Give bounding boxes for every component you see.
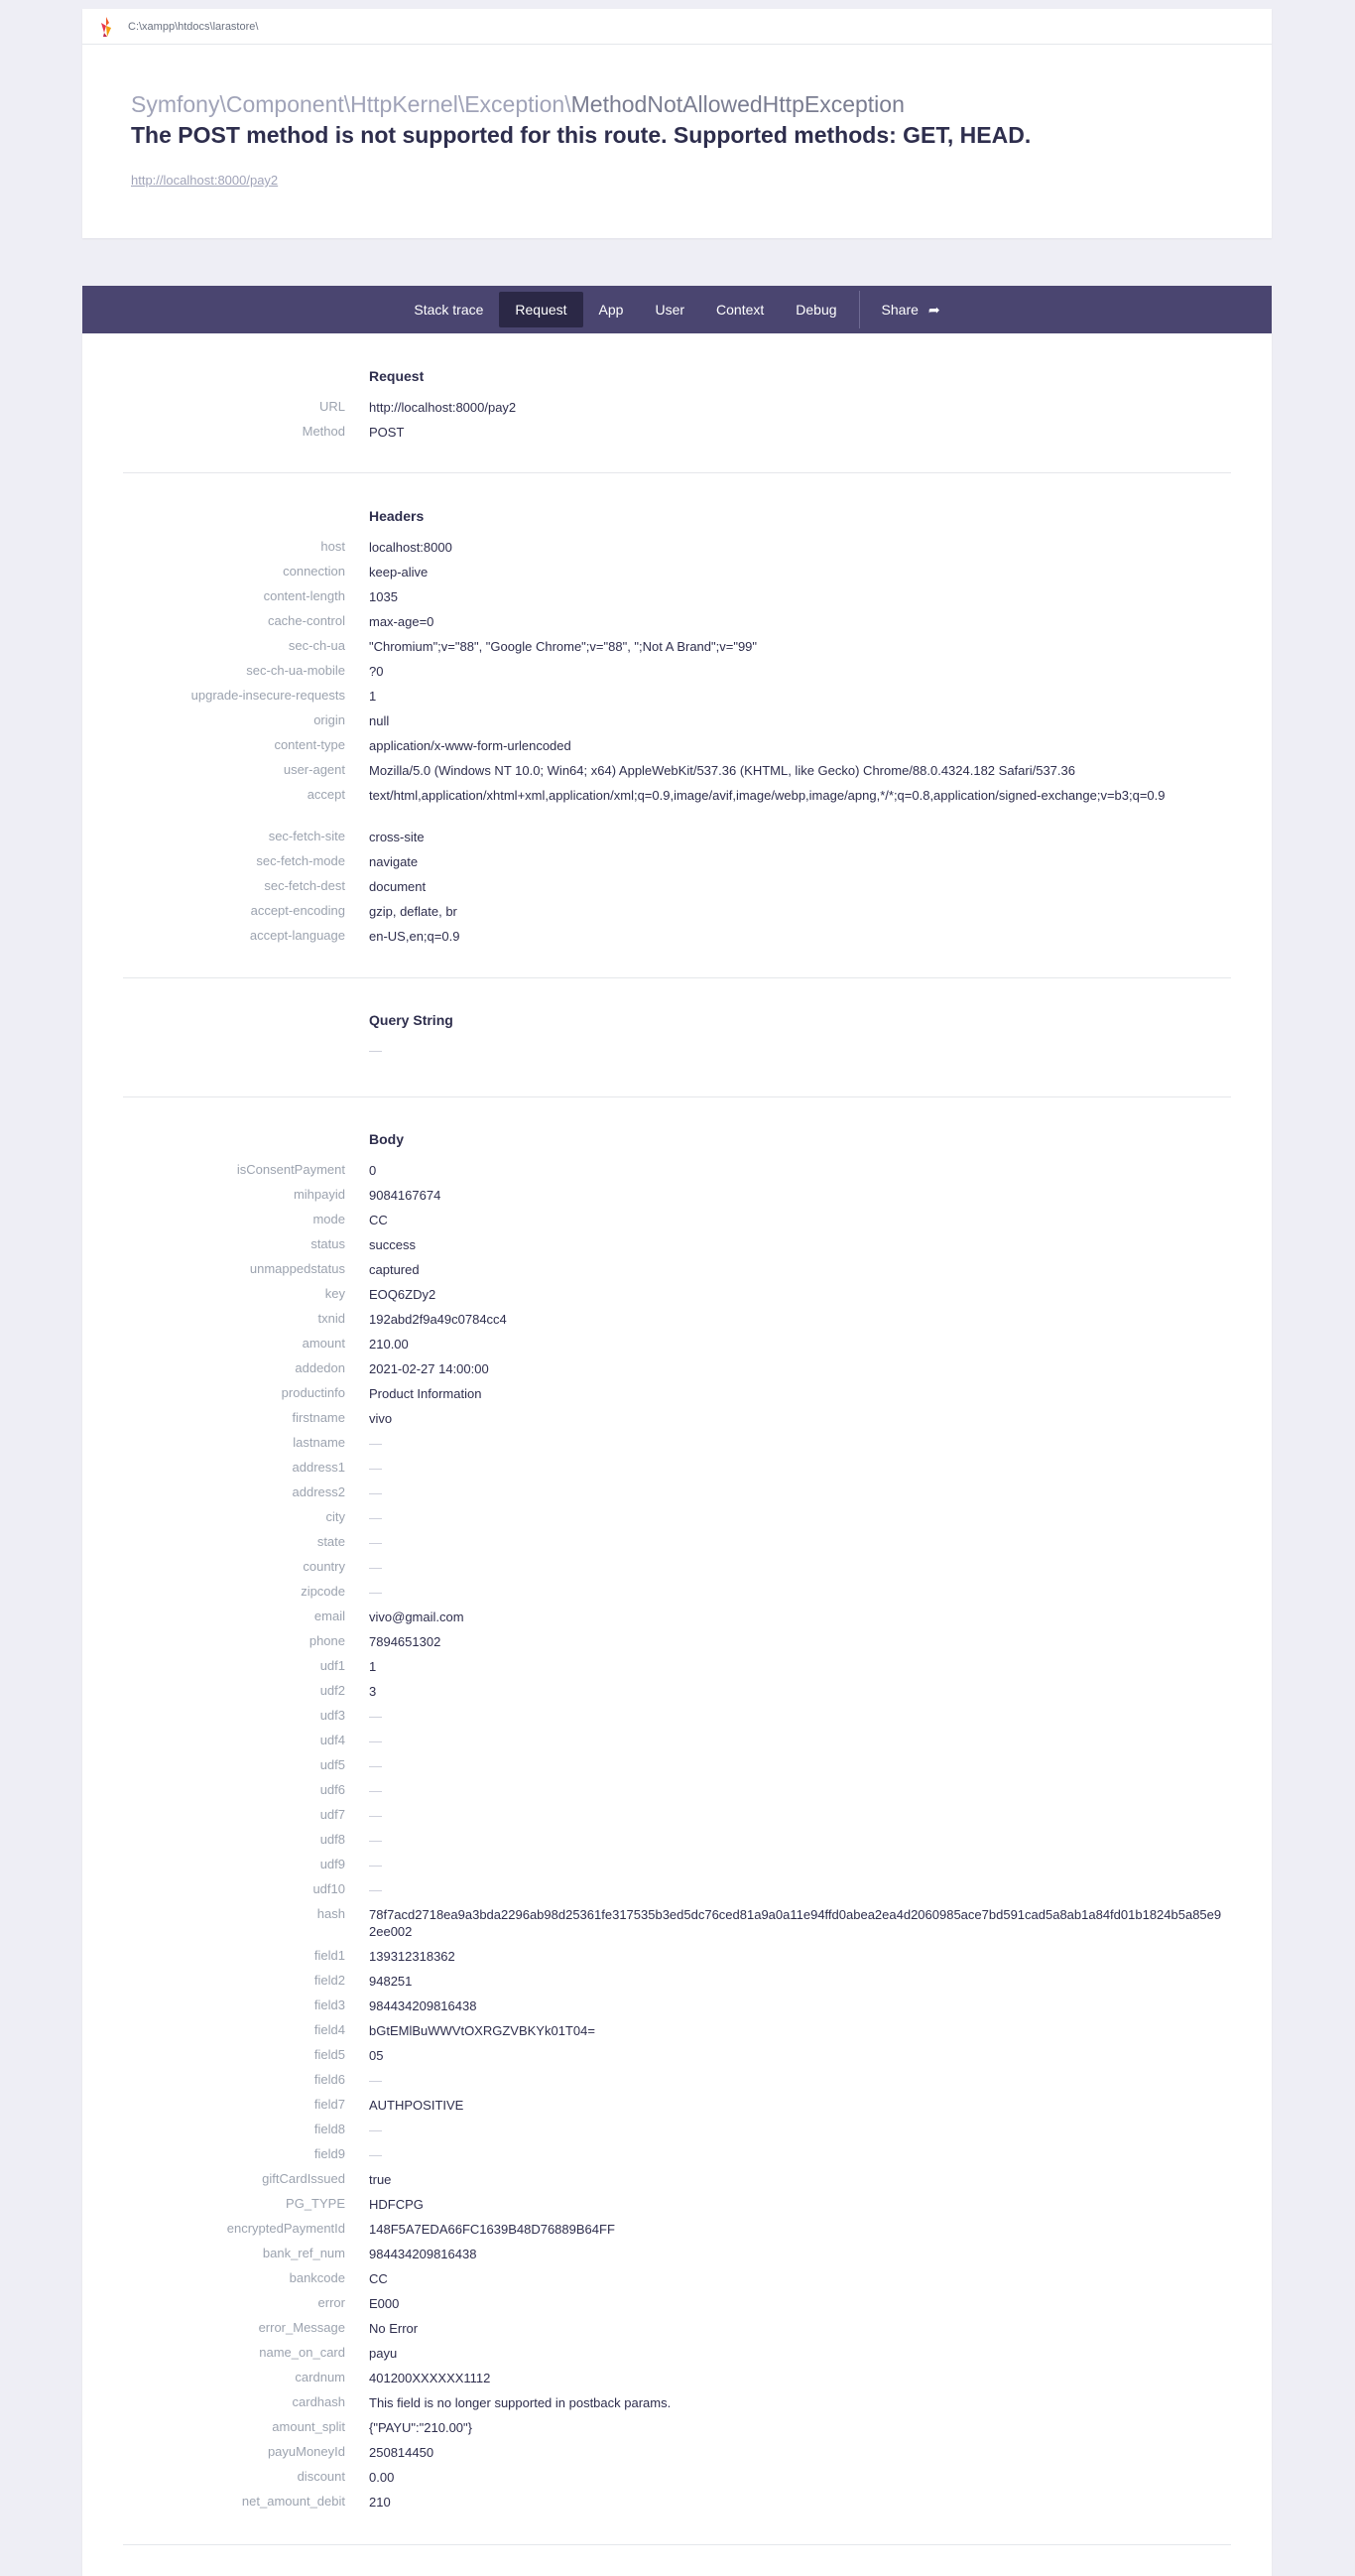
header-row [82,853,1272,878]
request-value: http://localhost:8000/pay2 [369,400,517,415]
body-key: state [316,1534,345,1549]
body-key: email [313,1609,345,1623]
body-value: E000 [369,2296,400,2311]
body-row [82,1973,1272,1997]
body-key: zipcode [301,1584,345,1599]
header-value: en-US,en;q=0.9 [369,929,460,944]
header-row [82,928,1272,953]
request-section-title: Request [369,368,425,384]
request-key: Method [302,424,345,439]
body-key: mode [312,1212,345,1226]
request-value: POST [369,425,405,440]
header-key: host [320,539,345,554]
body-key: udf8 [319,1832,345,1847]
header-row [82,762,1272,787]
body-row [82,1559,1272,1584]
body-row [82,1261,1272,1286]
body-key: lastname [293,1435,345,1450]
body-key: net_amount_debit [241,2494,345,2509]
body-key: udf4 [319,1733,345,1747]
header-row [82,688,1272,712]
header-row [82,663,1272,688]
body-row [82,2419,1272,2444]
header-key: content-length [263,588,345,603]
body-row [82,1360,1272,1385]
body-value: — [369,1535,382,1550]
body-row [82,1658,1272,1683]
exception-message: The POST method is not supported for this route. Supported methods: GET, HEAD. [131,122,1032,148]
body-value: — [369,1758,382,1773]
body-row [82,1832,1272,1857]
tab-debug[interactable]: Debug [796,302,837,318]
body-value: Product Information [369,1386,482,1401]
header-row [82,903,1272,928]
body-key: cardhash [292,2394,345,2409]
body-row [82,2097,1272,2122]
request-row [82,424,1272,449]
header-row [82,878,1272,903]
body-key: amount_split [272,2419,345,2434]
header-key: sec-ch-ua [288,638,345,653]
body-row [82,1460,1272,1484]
body-value: 139312318362 [369,1949,455,1964]
body-row [82,2246,1272,2270]
body-value: 0.00 [369,2470,395,2485]
body-value: captured [369,1262,420,1277]
body-key: udf10 [312,1881,345,1896]
file-path-bar [82,9,1272,45]
exception-card [82,9,1272,238]
body-key: field3 [313,1997,345,2012]
body-section-title: Body [369,1131,404,1147]
header-value: keep-alive [369,565,429,580]
header-value: navigate [369,854,419,869]
body-row [82,1286,1272,1311]
body-value: 0 [369,1163,377,1178]
tab-user[interactable]: User [655,302,685,318]
body-value: — [369,1858,382,1872]
body-value: 148F5A7EDA66FC1639B48D76889B64FF [369,2222,615,2237]
header-row [82,638,1272,663]
body-key: udf1 [319,1658,345,1673]
body-row [82,1881,1272,1906]
body-key: discount [297,2469,345,2484]
body-value: 984434209816438 [369,2247,477,2261]
body-key: bankcode [289,2270,345,2285]
body-value: — [369,2123,382,2137]
body-row [82,2444,1272,2469]
body-value: — [369,1436,382,1451]
body-value: — [369,2073,382,2088]
body-key: field2 [313,1973,345,1988]
request-row [82,399,1272,424]
body-key: payuMoneyId [267,2444,345,2459]
section-divider [123,472,1231,473]
query-section-title: Query String [369,1012,453,1028]
body-value: 05 [369,2048,384,2063]
header-value: cross-site [369,830,425,844]
request-key: URL [318,399,345,414]
query-empty: — [369,1043,382,1058]
body-row [82,1948,1272,1973]
body-value: — [369,1734,382,1748]
tab-stack-trace[interactable]: Stack trace [414,302,484,318]
request-url-link[interactable]: http://localhost:8000/pay2 [131,173,279,188]
body-key: field8 [313,2122,345,2136]
header-key: accept-language [249,928,345,943]
body-value: — [369,1783,382,1798]
body-key: name_on_card [259,2345,345,2360]
share-button[interactable] [866,292,956,327]
body-key: key [324,1286,345,1301]
body-key: firstname [292,1410,345,1425]
body-value: 210.00 [369,1337,409,1352]
body-row [82,1609,1272,1633]
body-row [82,2122,1272,2146]
section-divider [123,977,1231,978]
body-key: cardnum [295,2370,345,2384]
body-key: field5 [313,2047,345,2062]
body-row [82,2469,1272,2494]
body-value: HDFCPG [369,2197,424,2212]
body-key: txnid [317,1311,345,1326]
body-key: PG_TYPE [286,2196,345,2211]
body-row [82,1683,1272,1708]
body-value: CC [369,1213,388,1227]
body-row [82,1782,1272,1807]
header-key: sec-fetch-dest [264,878,345,893]
body-row [82,2072,1272,2097]
header-value: document [369,879,427,894]
header-row [82,712,1272,737]
section-divider [123,1096,1231,1097]
body-value: — [369,1882,382,1897]
body-key: field4 [313,2022,345,2037]
body-row [82,1584,1272,1609]
body-row [82,2370,1272,2394]
header-value: localhost:8000 [369,540,452,555]
body-value: 1 [369,1659,377,1674]
body-row [82,1435,1272,1460]
tab-bar [82,286,1272,333]
header-row [82,613,1272,638]
body-key: country [303,1559,345,1574]
share-icon: ➦ [927,301,940,318]
body-row [82,2394,1272,2419]
body-row [82,1410,1272,1435]
body-value: 9084167674 [369,1188,441,1203]
body-value: — [369,1560,382,1575]
body-row [82,1236,1272,1261]
header-row [82,829,1272,853]
body-value: payu [369,2346,398,2361]
tab-app[interactable]: App [598,302,624,318]
body-row [82,2047,1272,2072]
body-value: This field is no longer supported in postback params. [369,2395,672,2410]
body-key: status [310,1236,345,1251]
body-row [82,1509,1272,1534]
body-row [82,2171,1272,2196]
body-row [82,1857,1272,1881]
file-path: C:\xampp\htdocs\larastore\ [128,20,259,33]
body-value: 984434209816438 [369,1998,477,2013]
body-value: 401200XXXXXX1112 [369,2371,491,2385]
body-row [82,2320,1272,2345]
body-value: CC [369,2271,388,2286]
body-key: isConsentPayment [236,1162,345,1177]
body-value: — [369,1510,382,1525]
body-row [82,1187,1272,1212]
body-key: hash [316,1906,345,1921]
body-row [82,1757,1272,1782]
body-row [82,2146,1272,2171]
body-value: EOQ6ZDy2 [369,1287,436,1302]
body-row [82,2345,1272,2370]
body-row [82,1633,1272,1658]
body-key: giftCardIssued [262,2171,345,2186]
body-key: mihpayid [293,1187,345,1202]
exception-class-name: MethodNotAllowedHttpException [570,91,905,117]
header-row [82,539,1272,564]
header-value: 1 [369,689,377,704]
share-label: Share [881,302,919,318]
body-value: — [369,1709,382,1724]
header-key: sec-fetch-mode [256,853,345,868]
body-key: error [317,2295,345,2310]
body-key: addedon [295,1360,345,1375]
body-key: udf6 [319,1782,345,1797]
body-value: vivo@gmail.com [369,1610,464,1624]
header-key: upgrade-insecure-requests [190,688,345,703]
body-key: address1 [292,1460,345,1475]
body-row [82,1484,1272,1509]
header-value: text/html,application/xhtml+xml,application/xml;q=0.9,image/avif,image/webp,image/apng,*/*;q=0.8,application/signed-exchange;v=b3;q=0.9 [369,788,1166,803]
body-value: No Error [369,2321,419,2336]
header-row [82,787,1272,812]
body-key: encryptedPaymentId [226,2221,345,2236]
section-divider [123,2544,1231,2545]
body-value: — [369,1585,382,1600]
body-value: — [369,1833,382,1848]
header-key: origin [313,712,345,727]
body-row [82,1534,1272,1559]
header-key: connection [283,564,345,579]
body-key: amount [302,1336,345,1351]
header-key: accept [307,787,345,802]
body-key: udf5 [319,1757,345,1772]
body-value: — [369,1485,382,1500]
header-value: gzip, deflate, br [369,904,457,919]
body-key: address2 [292,1484,345,1499]
ignition-logo-icon [98,17,114,37]
body-value: vivo [369,1411,393,1426]
body-value: 250814450 [369,2445,434,2460]
body-value: bGtEMlBuWWVtOXRGZVBKYk01T04= [369,2023,595,2038]
body-row [82,1807,1272,1832]
header-key: content-type [274,737,345,752]
body-value: true [369,2172,392,2187]
header-row [82,737,1272,762]
exception-class [131,91,905,118]
header-key: sec-ch-ua-mobile [246,663,345,678]
body-key: city [325,1509,345,1524]
header-value: null [369,713,390,728]
body-key: udf9 [319,1857,345,1871]
body-value: 3 [369,1684,377,1699]
body-value: {"PAYU":"210.00"} [369,2420,472,2435]
header-value: application/x-www-form-urlencoded [369,738,571,753]
header-value: ?0 [369,664,384,679]
header-key: sec-fetch-site [268,829,345,843]
body-value: — [369,1808,382,1823]
body-row [82,1336,1272,1360]
header-row [82,564,1272,588]
header-value: Mozilla/5.0 (Windows NT 10.0; Win64; x64) AppleWebKit/537.36 (KHTML, like Gecko) Chrome/88.0.4324.182 Safari/537.36 [369,763,1075,778]
body-row [82,2295,1272,2320]
details-card [82,286,1272,2576]
header-key: accept-encoding [250,903,345,918]
body-row [82,2022,1272,2047]
header-value: max-age=0 [369,614,434,629]
headers-section-title: Headers [369,508,425,524]
body-row [82,1385,1272,1410]
header-key: cache-control [267,613,345,628]
body-key: bank_ref_num [262,2246,345,2260]
body-row [82,2221,1272,2246]
header-value: "Chromium";v="88", "Google Chrome";v="88", ";Not A Brand";v="99" [369,639,758,654]
body-value: 192abd2f9a49c0784cc4 [369,1312,507,1327]
body-value: 2021-02-27 14:00:00 [369,1361,489,1376]
body-row [82,1162,1272,1187]
header-value: 1035 [369,589,398,604]
tab-request[interactable]: Request [499,292,582,327]
body-key: error_Message [258,2320,345,2335]
body-key: field7 [313,2097,345,2112]
body-key: unmappedstatus [249,1261,345,1276]
body-key: field1 [313,1948,345,1963]
body-row [82,1997,1272,2022]
body-value: — [369,2147,382,2162]
body-key: udf3 [319,1708,345,1723]
body-row [82,1733,1272,1757]
body-value: 948251 [369,1974,413,1989]
body-row [82,1212,1272,1236]
header-key: user-agent [283,762,345,777]
body-key: phone [308,1633,345,1648]
body-value: — [369,1461,382,1476]
body-row [82,1708,1272,1733]
body-key: field6 [313,2072,345,2087]
body-key: udf7 [319,1807,345,1822]
body-key: field9 [313,2146,345,2161]
header-row [82,588,1272,613]
tab-context[interactable]: Context [716,302,765,318]
body-row [82,2196,1272,2221]
exception-namespace: Symfony\Component\HttpKernel\Exception\ [131,91,571,117]
body-value: 7894651302 [369,1634,441,1649]
body-row [82,2494,1272,2518]
body-value: success [369,1237,416,1252]
body-key: udf2 [319,1683,345,1698]
body-value: 210 [369,2495,391,2510]
body-row [82,1311,1272,1336]
body-value: AUTHPOSITIVE [369,2098,464,2113]
body-row [82,2270,1272,2295]
body-row [82,1906,1272,1939]
tab-divider [859,291,860,328]
body-value: 78f7acd2718ea9a3bda2296ab98d25361fe317535b3ed5dc76ced81a9a0a11e94ffd0abea2ea4d2060985ace7bd591cad5a8ab1a84fd01b1824b5a85e92ee002 [369,1907,1222,1939]
body-key: productinfo [281,1385,345,1400]
